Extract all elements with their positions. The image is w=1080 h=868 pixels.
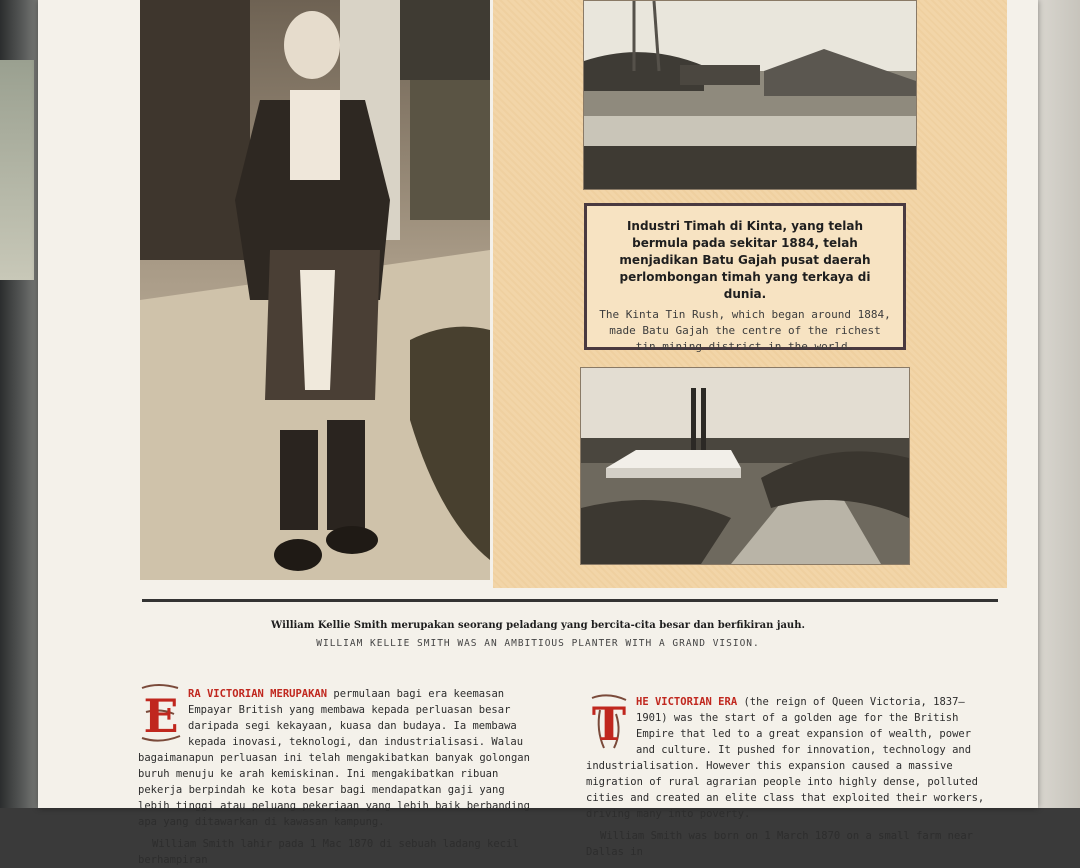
mill-photo [580,367,910,565]
caption-english: The Kinta Tin Rush, which began around 1884, made Batu Gajah the centre of the richest tin mining district in the world. [599,308,891,353]
window-glimpse [0,60,34,280]
drop-cap-t [586,690,632,752]
drop-cap-e [138,682,184,744]
subtitle-english: WILLIAM KELLIE SMITH WAS AN AMBITIOUS PLANTER WITH A GRAND VISION. [316,638,760,649]
malay-column [138,686,542,868]
caption-malay: Industri Timah di Kinta, yang telah bermula pada sekitar 1884, telah menjadikan Batu Gajah pusat daerah perlombongan timah yang terkaya di dunia. [619,219,871,301]
body-text-english: (the reign of Queen Victoria, 1837–1901) was the start of a golden age for the British Empire that led to a great expansion of wealth, power and culture. It pushed for innovation, technology and industrialisation. However this expansion caused a massive migration of rural agrarian people into highly dense, polluted cities and created an elite class that exploited their workers, driving many into poverty. [586,696,985,820]
body-text-malay: permulaan bagi era keemasan Empayar British yang membawa kepada perluasan besar daripada segi kekayaan, kuasa dan budaya. Ia membawa kepada inovasi, teknologi, dan industrialisasi. Walau bagaimanapun perluasan ini telah mengakibatkan banyak golongan buruh menuju ke arah kemiskinan. Ini mengakibatkan ribuan pekerja berpindah ke kota besar bagi mendapatkan gaji yang lebih tinggi atau peluang pekerjaan yang lebih baik berbanding apa yang ditawarkan di kawasan kampung. [138,688,530,828]
para2-malay: William Smith lahir pada 1 Mac 1870 di sebuah ladang kecil berhampiran [138,838,519,866]
lead-text-english: HE VICTORIAN ERA [636,696,738,708]
drop-cap-letter: T [591,697,627,751]
divider-rule [142,599,998,602]
portrait-photo [140,0,490,580]
wall-left [0,0,40,808]
lead-text-malay: RA VICTORIAN MERUPAKAN [188,688,328,700]
wall-right [1038,0,1080,808]
english-column [586,694,996,860]
para2-english: William Smith was born on 1 March 1870 on a small farm near Dallas in [586,830,973,858]
caption-box [584,203,906,353]
exhibit-panel [38,0,1038,866]
tin-mine-photo [583,0,917,190]
subtitle-malay: William Kellie Smith merupakan seorang peladang yang bercita-cita besar dan berfikiran jauh. [271,620,805,631]
drop-cap-letter: E [143,689,179,743]
